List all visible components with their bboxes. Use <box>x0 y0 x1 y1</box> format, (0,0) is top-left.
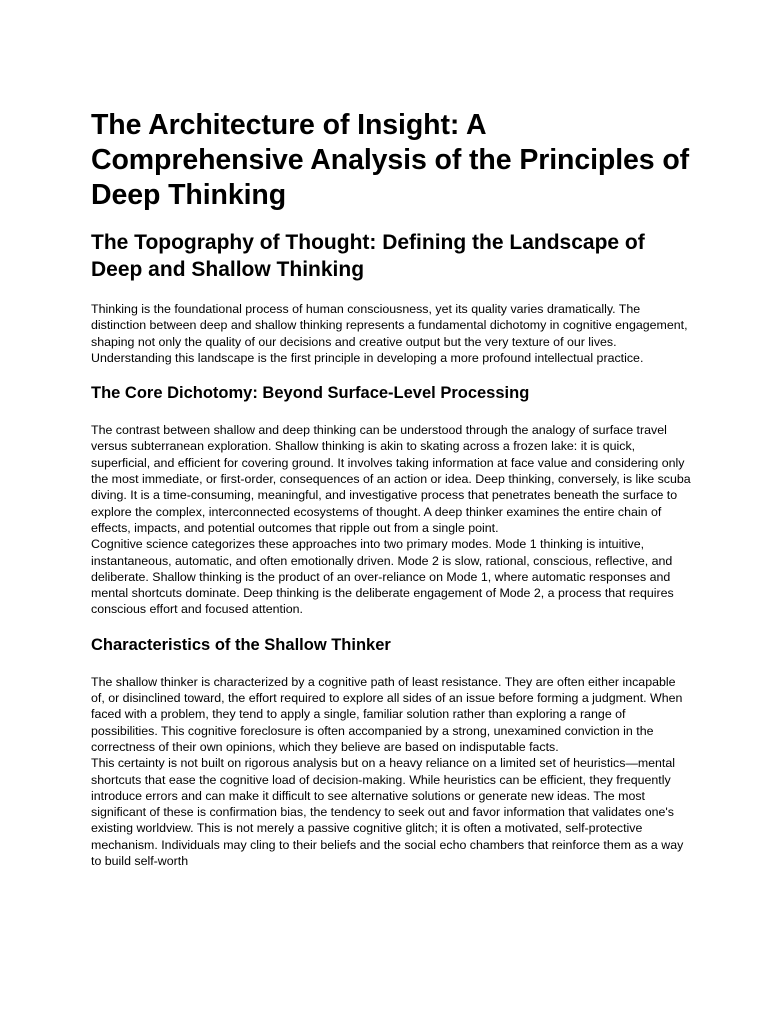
subsection-heading: Characteristics of the Shallow Thinker <box>91 635 391 654</box>
document-title: The Architecture of Insight: A Comprehensive Analysis of the Principles of Deep Thinking <box>91 109 690 211</box>
body-paragraph: The contrast between shallow and deep thinking can be understood through the analogy of surface travel versus subterranean exploration. Shallow thinking is akin to skating across a frozen lake: it is quick, superficial, and efficient for covering ground. It involves taking information at face value and considering only the most immediate, or first-order, consequences of an action or idea. Deep thinking, conversely, is like scuba diving. It is a time-consuming, meaningful, and investigative process that penetrates beneath the surface to explore the complex, interconnected ecosystems of thought. A deep thinker examines the entire chain of effects, impacts, and potential outcomes that ripple out from a single point. <box>91 423 691 535</box>
body-paragraph: Cognitive science categorizes these approaches into two primary modes. Mode 1 thinking is intuitive, instantaneous, automatic, and often emotionally driven. Mode 2 is slow, rational, conscious, reflective, and deliberate. Shallow thinking is the product of an over-reliance on Mode 1, where automatic responses and mental shortcuts dominate. Deep thinking is the deliberate engagement of Mode 2, a process that requires conscious effort and focused attention. <box>91 537 674 617</box>
body-paragraph: This certainty is not built on rigorous analysis but on a heavy reliance on a limited set of heuristics—mental shortcuts that ease the cognitive load of decision-making. While heuristics can be efficient, they frequently introduce errors and can make it difficult to see alternative solutions or generate new ideas. The most significant of these is confirmation bias, the tendency to seek out and favor information that validates one's existing worldview. This is not merely a passive cognitive glitch; it is often a motivated, self-protective mechanism. Individuals may cling to their beliefs and the social echo chambers that reinforce them as a way to build self-worth <box>91 756 684 869</box>
subsection-core-dichotomy <box>91 383 691 618</box>
section-heading: The Topography of Thought: Defining the Landscape of Deep and Shallow Thinking <box>91 231 645 281</box>
subsection-heading: The Core Dichotomy: Beyond Surface-Level Processing <box>91 384 530 403</box>
subsection-shallow-thinker <box>91 635 691 870</box>
document-page <box>91 108 691 869</box>
intro-paragraph: Thinking is the foundational process of human consciousness, yet its quality varies dramatically. The distinction between deep and shallow thinking represents a fundamental dichotomy in cognitive engagement, shaping not only the quality of our decisions and creative output but the very texture of our lives. Understanding this landscape is the first principle in developing a more profound intellectual practice. <box>91 302 688 365</box>
body-paragraph: The shallow thinker is characterized by a cognitive path of least resistance. They are often either incapable of, or disinclined toward, the effort required to explore all sides of an issue before forming a judgment. When faced with a problem, they tend to apply a single, familiar solution rather than exploring a range of possibilities. This cognitive foreclosure is often accompanied by a strong, unexamined conviction in the correctness of their own opinions, which they believe are based on indisputable facts. <box>91 674 683 754</box>
